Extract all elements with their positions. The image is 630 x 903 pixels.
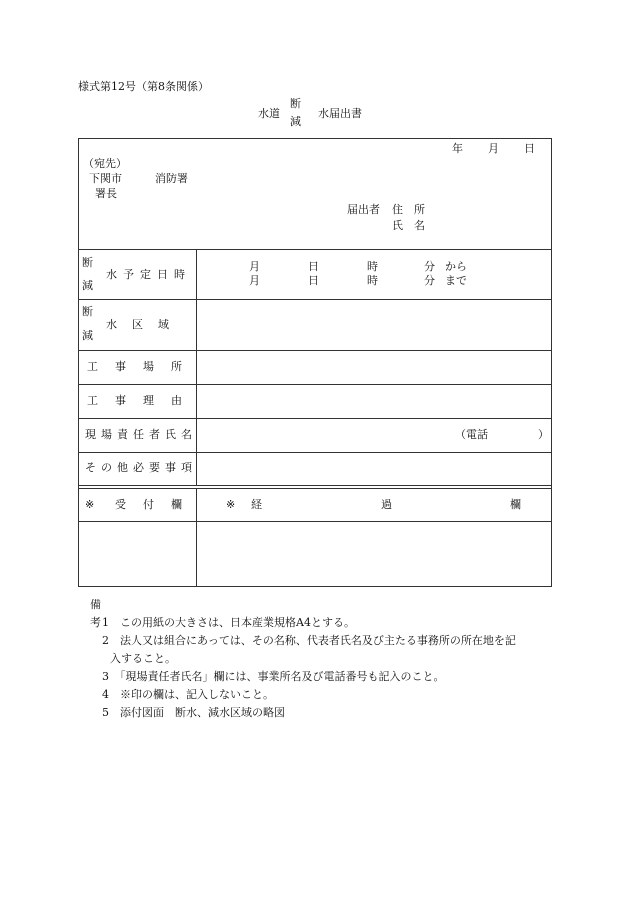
column-divider [196, 488, 197, 587]
fire-station: 消防署 [155, 172, 188, 185]
chief: 署長 [95, 187, 117, 200]
divider [79, 384, 551, 385]
reception-label: 受 付 欄 [115, 498, 185, 511]
notifier-label: 届出者 [347, 203, 380, 216]
note-item: 2 法人又は組合にあっては、その名称、代表者氏名及び主たる事務所の所在地を記 [102, 634, 516, 647]
reason-label: 工 事 理 由 [87, 394, 185, 407]
schedule-start-suffix: から [445, 260, 467, 273]
schedule-label-top: 断 [82, 256, 93, 269]
date-day: 日 [524, 142, 535, 155]
double-divider [79, 488, 551, 489]
reception-mark: ※ [85, 498, 95, 511]
title-bottom: 減 [290, 115, 301, 128]
form-number: 様式第12号（第8条関係） [78, 80, 209, 93]
note-item: 4 ※印の欄は、記入しないこと。 [102, 688, 274, 701]
divider [79, 350, 551, 351]
note-item: 入すること。 [110, 652, 176, 665]
date-year: 年 [452, 142, 463, 155]
note-item: 5 添付図面 断水、減水区域の略図 [102, 706, 285, 719]
divider [79, 249, 551, 250]
schedule-end-suffix: まで [445, 274, 467, 287]
other-label: その他必要事項 [85, 461, 197, 474]
divider [79, 485, 551, 486]
site-label: 工 事 場 所 [87, 360, 185, 373]
schedule-end-day: 日 [308, 274, 319, 287]
title-suffix: 水届出書 [318, 107, 362, 120]
schedule-end-minute: 分 [424, 274, 435, 287]
date-month: 月 [488, 142, 499, 155]
city: 下関市 [89, 172, 122, 185]
area-label-top: 断 [82, 305, 93, 318]
divider [79, 418, 551, 419]
form-table [78, 138, 552, 587]
divider [79, 299, 551, 300]
divider [79, 452, 551, 453]
schedule-start-day: 日 [308, 260, 319, 273]
column-divider [196, 249, 197, 485]
phone-label: （電話 [455, 428, 488, 441]
schedule-label: 水予定日時 [106, 268, 191, 281]
address-label: 住 所 [392, 203, 425, 216]
schedule-start-hour: 時 [367, 260, 378, 273]
note-item: 3 「現場責任者氏名」欄には、事業所名及び電話番号も記入のこと。 [102, 670, 445, 683]
addressee: （宛先） [83, 157, 127, 170]
manager-label: 現場責任者氏名 [85, 428, 197, 441]
schedule-end-hour: 時 [367, 274, 378, 287]
divider [79, 521, 551, 522]
note-item: 1 この用紙の大きさは、日本産業規格A4とする。 [102, 616, 355, 629]
title-top: 断 [290, 97, 301, 110]
progress-label-b: 過 [381, 498, 392, 511]
schedule-start-month: 月 [249, 260, 260, 273]
progress-label-c: 欄 [510, 498, 521, 511]
schedule-start-minute: 分 [424, 260, 435, 273]
area-label-bottom: 減 [82, 329, 93, 342]
area-label: 水 区 域 [106, 318, 171, 331]
schedule-label-bottom: 減 [82, 279, 93, 292]
notes-heading: 備考 [90, 598, 101, 629]
name-label: 氏 名 [392, 219, 425, 232]
schedule-end-month: 月 [249, 274, 260, 287]
title-prefix: 水道 [258, 107, 280, 120]
phone-close: ） [538, 428, 549, 441]
progress-mark: ※ [226, 498, 236, 511]
progress-label-a: 経 [251, 498, 262, 511]
